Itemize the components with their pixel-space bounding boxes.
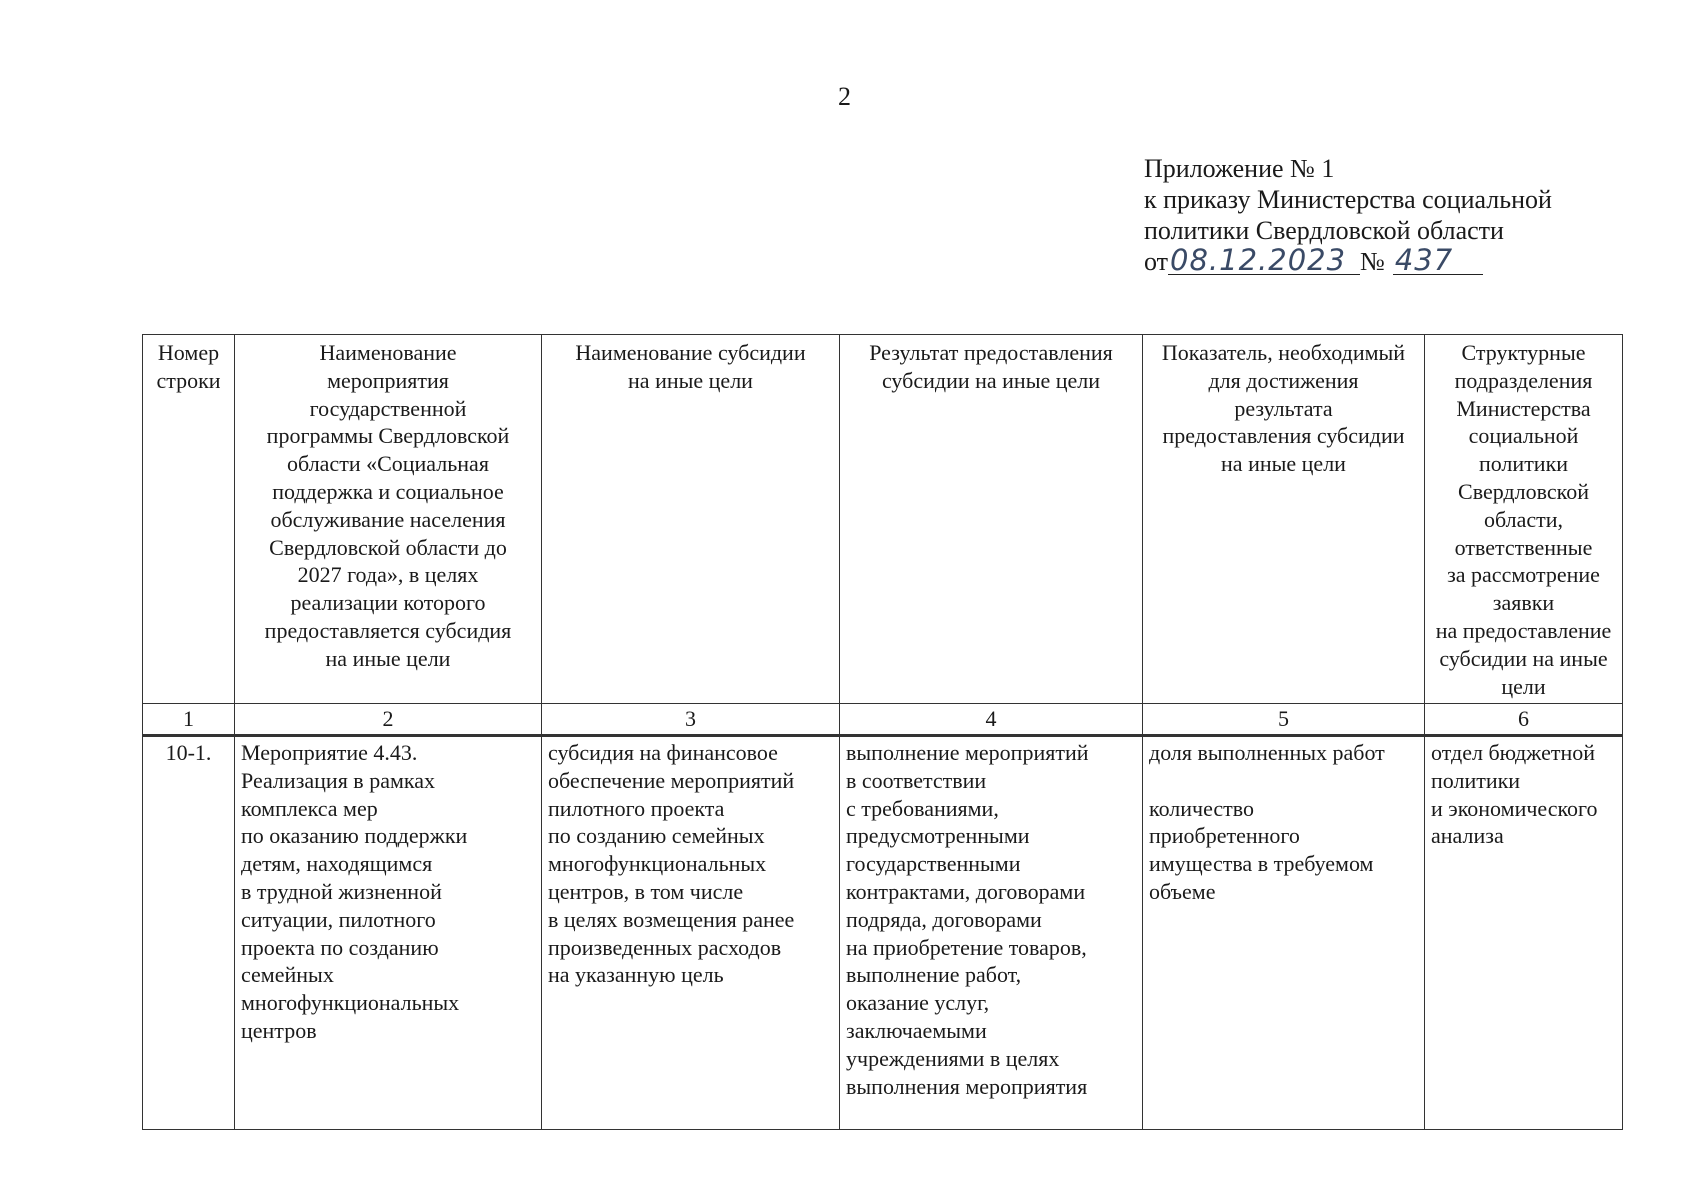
- appendix-block: [1144, 153, 1552, 277]
- header-subsidy-name: Наименование субсидии на иные цели: [542, 335, 840, 704]
- column-number: 1: [143, 704, 235, 736]
- table-column-numbers-row: [143, 704, 1623, 736]
- header-indicator: Показатель, необходимый для достижения результата предоставления субсидии на иные цели: [1143, 335, 1425, 704]
- number-label: №: [1360, 247, 1385, 276]
- subsidy-table: [142, 334, 1623, 1130]
- row-indicator: доля выполненных работ количество приобретенного имущества в требуемом объеме: [1143, 736, 1425, 1130]
- column-number: 3: [542, 704, 840, 736]
- column-number: 5: [1143, 704, 1425, 736]
- appendix-ministry-line: политики Свердловской области: [1144, 216, 1504, 245]
- column-number: 2: [235, 704, 542, 736]
- row-department: отдел бюджетной политики и экономического анализа: [1425, 736, 1623, 1130]
- handwritten-number: 437: [1393, 246, 1483, 275]
- header-row-number: Номер строки: [143, 335, 235, 704]
- appendix-date-line: [1144, 243, 1552, 277]
- handwritten-date: 08.12.2023: [1168, 246, 1360, 275]
- header-subsidy-result: Результат предоставления субсидии на иные цели: [840, 335, 1143, 704]
- row-subsidy: субсидия на финансовое обеспечение мероприятий пилотного проекта по созданию семейных многофункциональных центров, в том числе в целях возмещения ранее произведенных расходов на указанную цель: [542, 736, 840, 1130]
- table-row: [143, 736, 1623, 1130]
- column-number: 4: [840, 704, 1143, 736]
- row-result: выполнение мероприятий в соответствии с требованиями, предусмотренными государственными контрактами, договорами подряда, договорами на приобретение товаров, выполнение работ, оказание услуг, заключаемыми учреждениями в целях выполнения мероприятия: [840, 736, 1143, 1130]
- row-number: 10-1.: [143, 736, 235, 1130]
- column-number: 6: [1425, 704, 1623, 736]
- from-label: от: [1144, 247, 1169, 276]
- header-event-name: Наименование мероприятия государственной программы Свердловской области «Социальная поддержка и социальное обслуживание населения Свердловской области до 2027 года», в целях реализации которого предоставляется субсидия на иные цели: [235, 335, 542, 704]
- table-header-row: [143, 335, 1623, 704]
- page-number: 2: [838, 82, 851, 111]
- row-event: Мероприятие 4.43. Реализация в рамках комплекса мер по оказанию поддержки детям, находящимся в трудной жизненной ситуации, пилотного проекта по созданию семейных многофункциональных центров: [235, 736, 542, 1130]
- appendix-order-line: к приказу Министерства социальной: [1144, 185, 1552, 214]
- header-responsible-departments: Структурные подразделения Министерства социальной политики Свердловской области, ответственные за рассмотрение заявки на предоставление субсидии на иные цели: [1425, 335, 1623, 704]
- appendix-title: Приложение № 1: [1144, 154, 1335, 183]
